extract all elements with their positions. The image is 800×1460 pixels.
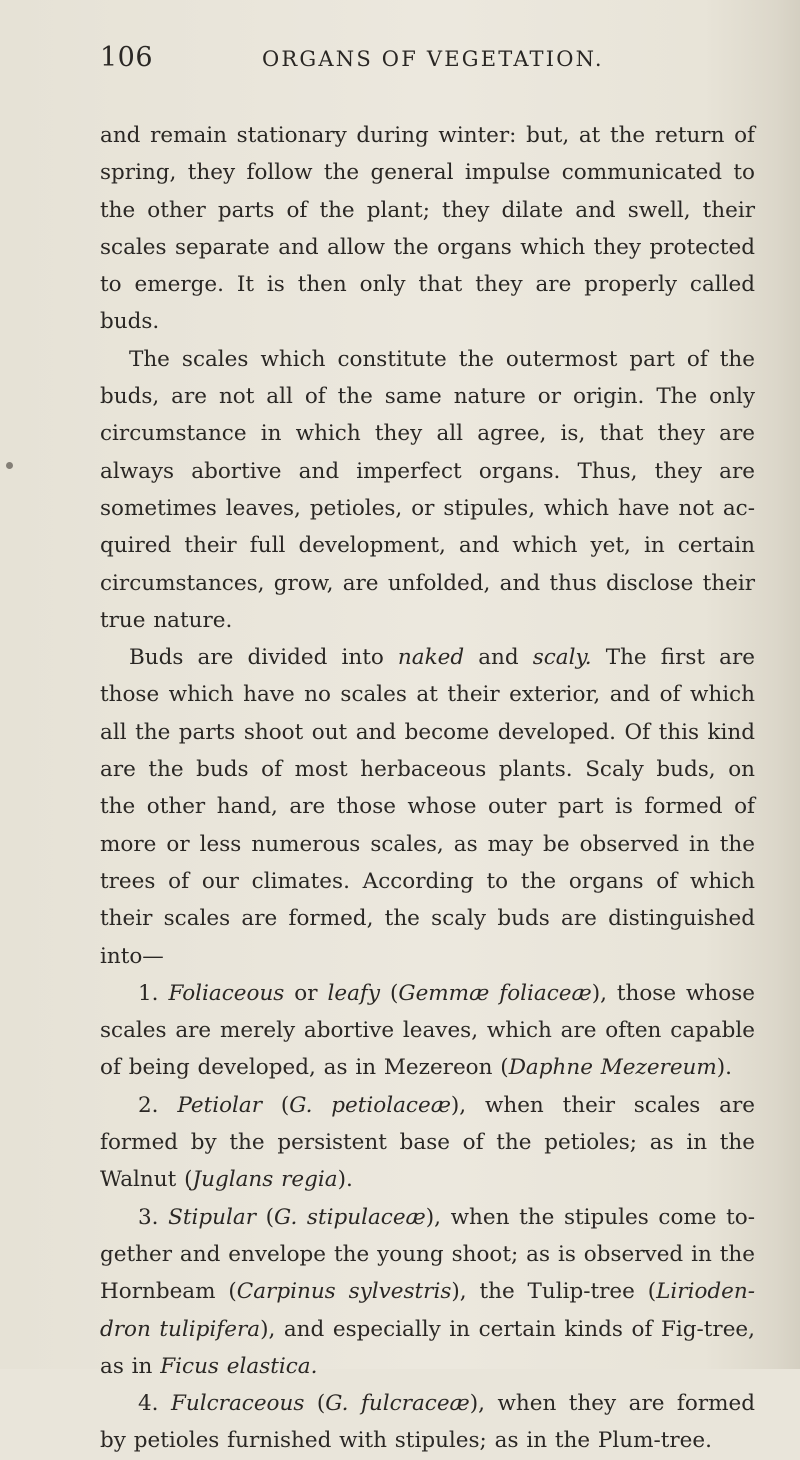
- item-term: Petiolar: [177, 1092, 262, 1118]
- list-item-fulcraceous: [100, 1385, 755, 1460]
- text-run: The first are those which have no scales at their exterior, and of which all the parts shoot out and become developed. Of this kind are the buds of most herbaceous plants. Scaly buds, on the other hand, are those whose outer part is formed of more or less numerous scales, as may be observed in the trees of our climates. According to the organs of which their scales are formed, the scaly buds are distinguished into—: [100, 645, 755, 969]
- italic-term-naked: naked: [397, 645, 465, 671]
- item-number: 3.: [138, 1204, 169, 1230]
- text-run: ).: [337, 1167, 353, 1193]
- body-text: [100, 117, 755, 1460]
- latin-name: Gemmæ foliaceæ: [398, 980, 592, 1006]
- species-name: Lirioden- dron tulipifera: [100, 1279, 755, 1342]
- text-run: ), the Tulip-tree (: [451, 1279, 657, 1305]
- text-run: (: [262, 1092, 290, 1118]
- species-name: Ficus elastica.: [160, 1353, 318, 1379]
- item-term: Foliaceous: [168, 980, 285, 1006]
- latin-name: G. fulcraceæ: [325, 1391, 470, 1417]
- text-run: (: [380, 980, 399, 1006]
- text-run: ), when their scales are formed by the persistent base of the petioles; as in the Walnut (: [100, 1092, 755, 1193]
- list-item-stipular: [100, 1199, 755, 1385]
- paragraph-scales: The scales which constitute the outermost part of the buds, are not all of the same nature or origin. The only circumstance in which they all agree, is, that they are always abortive and imperfect organs. Thus, they are sometimes leaves, petioles, or stipules, which have not ac- quired their full development, and which yet, in certain circumstances, grow, are unfolded, and thus disclose their true nature.: [100, 346, 755, 633]
- page-number: 106: [100, 42, 154, 73]
- item-term: Stipular: [168, 1204, 256, 1230]
- text-run: ), and especially in certain kinds of Fig-tree, as in: [100, 1316, 755, 1379]
- paragraph-bud-types: [100, 639, 755, 975]
- text-run: ), those whose scales are merely abortive leaves, which are often capable of being developed, as in Mezereon (: [100, 980, 755, 1081]
- text-run: (: [304, 1391, 326, 1417]
- species-name: Juglans regia: [192, 1167, 338, 1193]
- running-head: ORGANS OF VEGETATION.: [262, 47, 604, 71]
- italic-term-scaly: scaly.: [532, 645, 592, 671]
- species-name: Daphne Mezereum: [508, 1055, 717, 1081]
- text-run: Buds are divided into: [129, 645, 398, 671]
- list-item-petiolar: [100, 1087, 755, 1199]
- text-run: (: [256, 1204, 275, 1230]
- paragraph-continuation: and remain stationary during winter: but, at the return of spring, they follow the general impulse communicated to the other parts of the plant; they dilate and swell, their scales separate and allow the organs which they protected to emerge. It is then only that they are properly called buds.: [100, 123, 755, 335]
- italic-term: leafy: [327, 980, 381, 1006]
- ink-speck: [6, 462, 13, 469]
- text-run: ), when they are formed by petioles furnished with stipules; as in the Plum-tree.: [100, 1391, 755, 1454]
- latin-name: G. petiolaceæ: [289, 1092, 451, 1118]
- text-run: or: [284, 980, 328, 1006]
- item-term: Fulcraceous: [171, 1391, 305, 1417]
- item-number: 1.: [138, 980, 169, 1006]
- item-number: 4.: [138, 1391, 171, 1417]
- text-run: ), when the stipules come to- gether and envelope the young shoot; as is observed in the Hornbeam (: [100, 1204, 755, 1305]
- page-header: [100, 42, 760, 82]
- text-run: ).: [716, 1055, 733, 1081]
- text-run: and: [464, 645, 533, 671]
- species-name: Carpinus sylvestris: [236, 1279, 452, 1305]
- list-item-foliaceous: [100, 975, 755, 1087]
- latin-name: G. stipulaceæ: [274, 1204, 426, 1230]
- item-number: 2.: [138, 1092, 178, 1118]
